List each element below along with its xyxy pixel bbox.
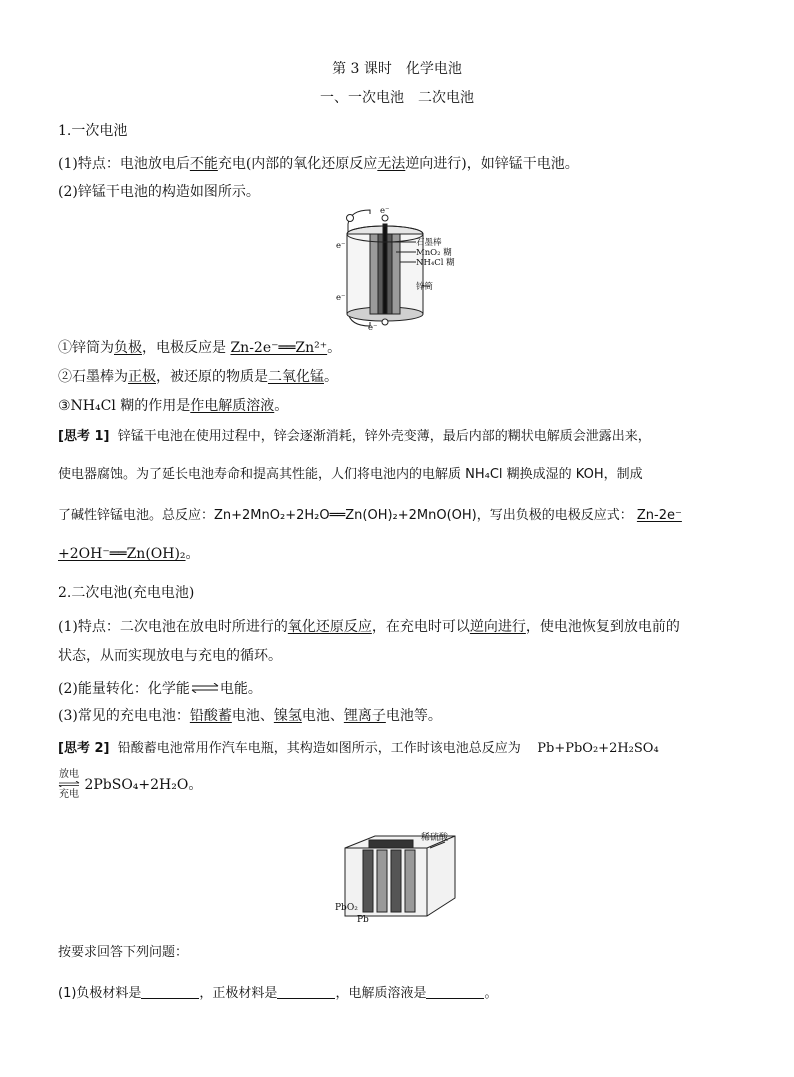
text: (2)能量转化：化学能	[58, 681, 190, 697]
zinc-label: 锌筒	[416, 282, 434, 292]
text: 。	[484, 986, 498, 1001]
answer-equation: Zn-2e⁻══Zn²⁺	[230, 340, 328, 356]
anode-blank[interactable]	[141, 984, 199, 999]
answer-li-ion: 锂离子	[343, 708, 386, 724]
reaction-lhs: Pb+PbO₂+2H₂SO₄	[537, 741, 659, 756]
answer-unable: 无法	[377, 156, 406, 172]
conclusion-nh4cl	[58, 397, 288, 415]
think1-line3	[58, 507, 682, 525]
common-batteries	[58, 707, 442, 725]
heading-secondary-battery: 2.二次电池(充电电池)	[58, 585, 195, 601]
question-intro: 按要求回答下列问题：	[58, 945, 189, 960]
reaction-rhs: 2PbSO₄+2H₂O。	[84, 777, 203, 793]
secondary-feature-2: 状态，从而实现放电与充电的循环。	[58, 648, 282, 664]
fill-question	[58, 984, 497, 1003]
structure-intro: (2)锌锰干电池的构造如图所示。	[58, 184, 260, 200]
text: (1)负极材料是	[58, 986, 142, 1001]
answer-anode-eq-2: +2OH⁻══Zn(OH)₂	[58, 546, 186, 562]
reaction-condition	[58, 770, 80, 800]
text: (1)特点：电池放电后	[58, 156, 190, 172]
text: ，被还原的物质是	[156, 369, 268, 385]
answer-nimh: 镍氢	[273, 708, 302, 724]
answer-electrolyte: 作电解质溶液	[190, 398, 275, 414]
reversible-arrow-icon	[58, 781, 80, 787]
text: 电池等。	[385, 708, 442, 724]
answer-redox: 氧化还原反应	[287, 619, 372, 635]
text: 了碱性锌锰电池。总反应：Zn+2MnO₂+2H₂O══Zn(OH)₂+2MnO(OH)，写出负极的电极反应式：	[58, 508, 633, 523]
energy-conversion	[58, 680, 262, 698]
pbo2-label: PbO₂	[335, 903, 358, 913]
electron-left-label: e⁻	[336, 293, 346, 303]
section-heading: 一、一次电池 二次电池	[320, 90, 474, 106]
conclusion-zinc	[58, 339, 341, 357]
text: 电池、	[301, 708, 344, 724]
discharge-label: 放电	[59, 769, 79, 780]
lead-acid-figure	[335, 828, 475, 928]
cathode-blank[interactable]	[277, 984, 335, 999]
text: 。	[274, 398, 289, 414]
text: 电能。	[219, 681, 262, 697]
nh4cl-label: NH₄Cl 糊	[416, 258, 455, 268]
text: 铅酸蓄电池常用作汽车电瓶，其构造如图所示，工作时该电池总反应为	[117, 741, 521, 756]
graphite-label: 石墨棒	[416, 238, 442, 248]
answer-cannot: 不能	[189, 156, 218, 172]
text: ，电极反应是	[142, 340, 231, 356]
electron-left-label: e⁻	[336, 241, 346, 251]
secondary-feature-1	[58, 618, 680, 636]
acid-label: 稀硫酸	[421, 833, 449, 843]
answer-positive: 正极	[128, 369, 156, 385]
text: ，正极材料是	[199, 986, 278, 1001]
electron-bottom-label: e⁻	[368, 323, 378, 332]
text: 。	[324, 369, 338, 385]
think2-line2	[58, 770, 202, 800]
answer-negative: 负极	[114, 340, 142, 356]
text: 电池、	[231, 708, 274, 724]
think-tag: [思考 1]	[58, 429, 110, 444]
dry-cell-figure	[330, 204, 465, 332]
think1-line4	[58, 545, 200, 563]
electron-top-label: e⁻	[380, 206, 390, 216]
conclusion-graphite	[58, 368, 338, 386]
text: (3)常见的充电电池：	[58, 708, 190, 724]
answer-reverse: 逆向进行	[469, 619, 526, 635]
think1-line1	[58, 428, 651, 446]
answer-anode-eq-1: Zn-2e⁻	[636, 508, 682, 523]
think1-line2: 使电器腐蚀。为了延长电池寿命和提高其性能，人们将电池内的电解质 NH₄Cl 糊换成湿的 KOH，制成	[58, 467, 643, 482]
answer-lead-acid: 铅酸蓄	[189, 708, 232, 724]
think-tag: [思考 2]	[58, 741, 110, 756]
text: 。	[185, 546, 200, 562]
charge-label: 充电	[59, 789, 79, 800]
answer-mno2: 二氧化锰	[268, 369, 324, 385]
heading-primary-battery: 1.一次电池	[58, 123, 128, 139]
text: ，在充电时可以	[371, 619, 470, 635]
page-title: 第 3 课时 化学电池	[332, 61, 462, 77]
text: ③NH₄Cl 糊的作用是	[58, 398, 191, 414]
text: (1)特点：二次电池在放电时所进行的	[58, 619, 288, 635]
text: ，使电池恢复到放电前的	[525, 619, 680, 635]
text: 。	[327, 340, 342, 356]
mno2-label: MnO₂ 糊	[416, 248, 452, 258]
primary-feature	[58, 155, 579, 173]
text: 锌锰干电池在使用过程中，锌会逐渐消耗，锌外壳变薄，最后内部的糊状电解质会泄露出来，	[117, 429, 651, 444]
text: ①锌筒为	[58, 340, 114, 356]
pb-label: Pb	[357, 915, 369, 925]
think2-line1	[58, 740, 659, 758]
text: 逆向进行)，如锌锰干电池。	[405, 156, 579, 172]
electrolyte-blank[interactable]	[426, 984, 484, 999]
reversible-arrow-icon	[190, 680, 220, 698]
text: ②石墨棒为	[58, 369, 128, 385]
bulb-icon	[347, 215, 354, 222]
text: ，电解质溶液是	[335, 986, 427, 1001]
text: 充电(内部的氧化还原反应	[217, 156, 378, 172]
